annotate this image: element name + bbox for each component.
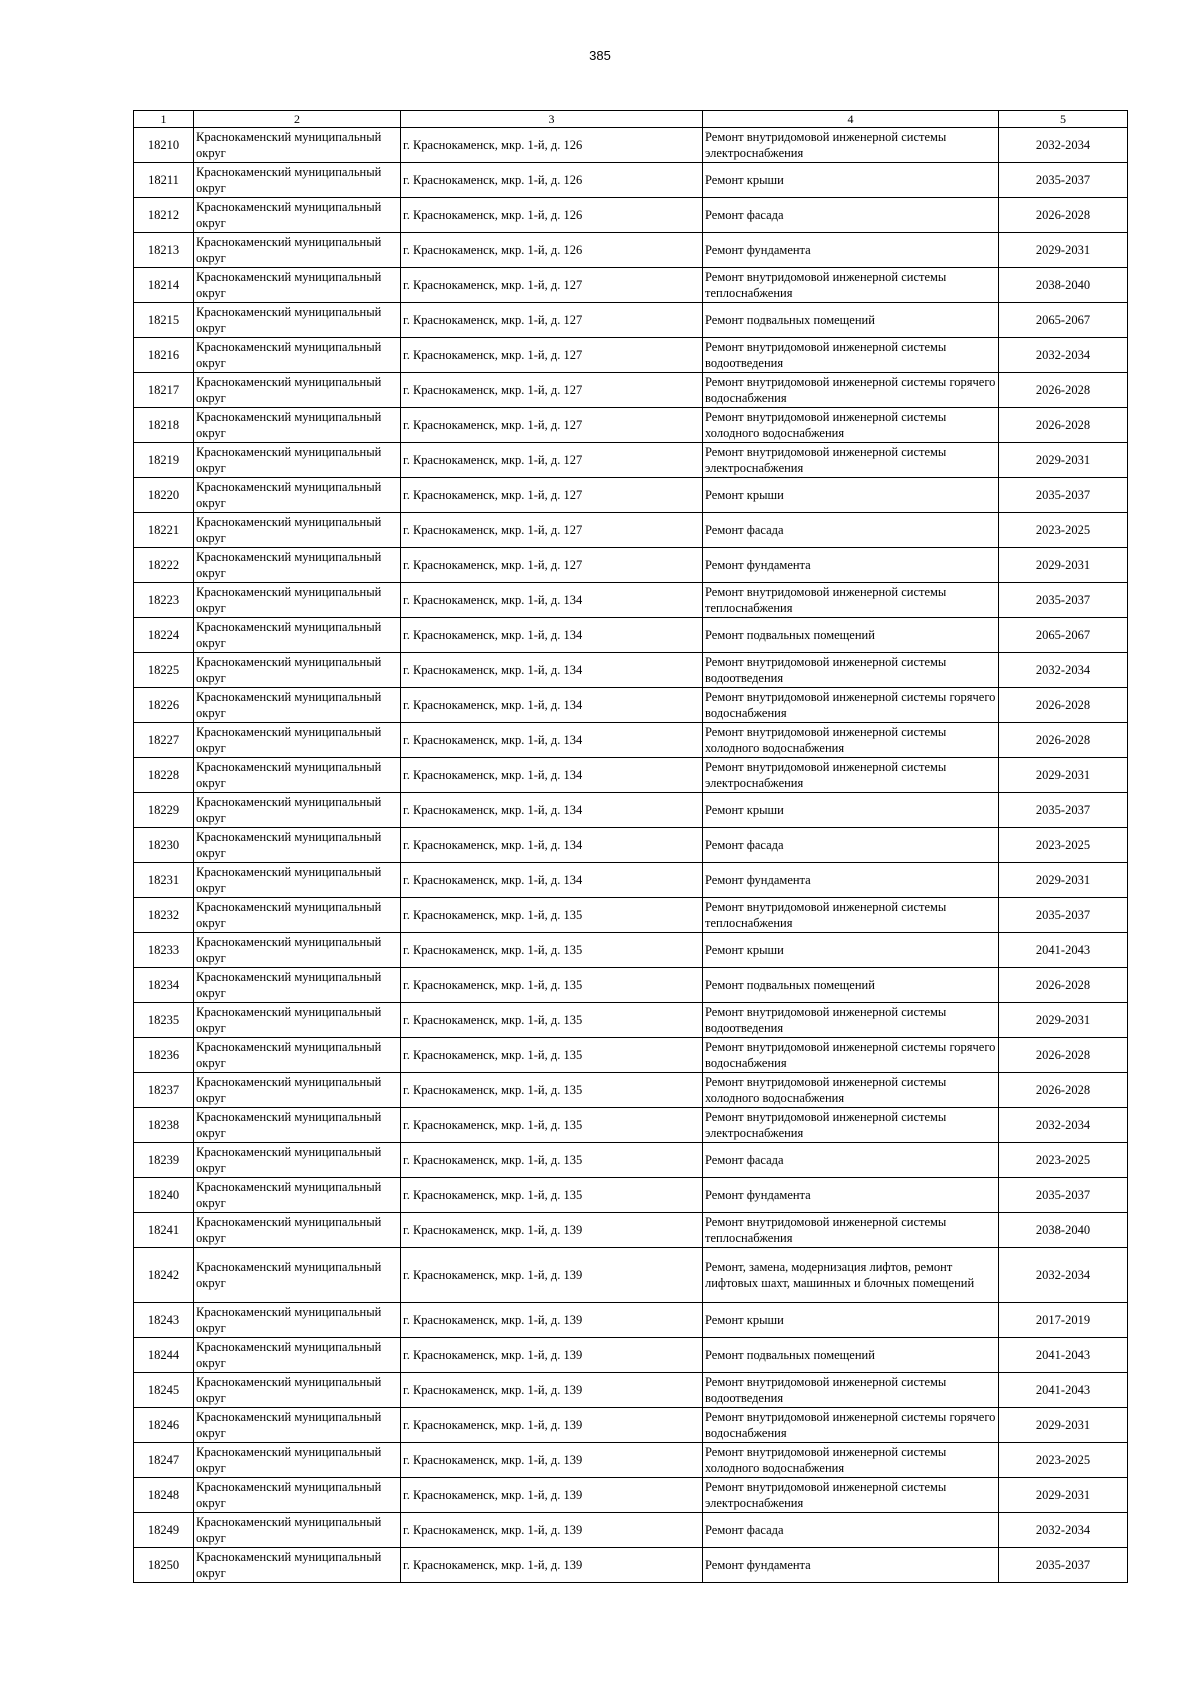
years-cell: 2026-2028 — [999, 198, 1128, 233]
row-number-cell: 18236 — [134, 1038, 194, 1073]
address-cell: г. Краснокаменск, мкр. 1-й, д. 127 — [401, 303, 703, 338]
work-type-cell: Ремонт фасада — [703, 513, 999, 548]
address-cell: г. Краснокаменск, мкр. 1-й, д. 135 — [401, 1073, 703, 1108]
row-number-cell: 18248 — [134, 1478, 194, 1513]
years-cell: 2041-2043 — [999, 1338, 1128, 1373]
row-number-cell: 18227 — [134, 723, 194, 758]
address-cell: г. Краснокаменск, мкр. 1-й, д. 135 — [401, 1143, 703, 1178]
work-type-cell: Ремонт крыши — [703, 1303, 999, 1338]
table-row — [134, 1108, 1128, 1143]
table-row — [134, 198, 1128, 233]
years-cell: 2026-2028 — [999, 373, 1128, 408]
table-row — [134, 1478, 1128, 1513]
years-cell: 2035-2037 — [999, 583, 1128, 618]
municipality-cell: Краснокаменский муниципальный округ — [194, 1213, 401, 1248]
work-type-cell: Ремонт внутридомовой инженерной системы электроснабжения — [703, 1108, 999, 1143]
years-cell: 2038-2040 — [999, 268, 1128, 303]
table-row — [134, 968, 1128, 1003]
table-row — [134, 128, 1128, 163]
work-type-cell: Ремонт внутридомовой инженерной системы водоотведения — [703, 1003, 999, 1038]
row-number-cell: 18228 — [134, 758, 194, 793]
work-type-cell: Ремонт крыши — [703, 478, 999, 513]
work-type-cell: Ремонт внутридомовой инженерной системы холодного водоснабжения — [703, 1073, 999, 1108]
years-cell: 2026-2028 — [999, 408, 1128, 443]
row-number-cell: 18237 — [134, 1073, 194, 1108]
years-cell: 2017-2019 — [999, 1303, 1128, 1338]
address-cell: г. Краснокаменск, мкр. 1-й, д. 134 — [401, 618, 703, 653]
column-header-5: 5 — [999, 111, 1128, 128]
address-cell: г. Краснокаменск, мкр. 1-й, д. 127 — [401, 338, 703, 373]
row-number-cell: 18242 — [134, 1248, 194, 1303]
years-cell: 2035-2037 — [999, 478, 1128, 513]
work-type-cell: Ремонт крыши — [703, 163, 999, 198]
work-type-cell: Ремонт фундамента — [703, 863, 999, 898]
table-row — [134, 793, 1128, 828]
row-number-cell: 18221 — [134, 513, 194, 548]
years-cell: 2035-2037 — [999, 163, 1128, 198]
address-cell: г. Краснокаменск, мкр. 1-й, д. 134 — [401, 653, 703, 688]
municipality-cell: Краснокаменский муниципальный округ — [194, 1073, 401, 1108]
row-number-cell: 18223 — [134, 583, 194, 618]
municipality-cell: Краснокаменский муниципальный округ — [194, 128, 401, 163]
row-number-cell: 18230 — [134, 828, 194, 863]
municipality-cell: Краснокаменский муниципальный округ — [194, 1408, 401, 1443]
row-number-cell: 18215 — [134, 303, 194, 338]
municipality-cell: Краснокаменский муниципальный округ — [194, 583, 401, 618]
municipality-cell: Краснокаменский муниципальный округ — [194, 793, 401, 828]
municipality-cell: Краснокаменский муниципальный округ — [194, 828, 401, 863]
address-cell: г. Краснокаменск, мкр. 1-й, д. 139 — [401, 1213, 703, 1248]
table-row — [134, 618, 1128, 653]
work-type-cell: Ремонт крыши — [703, 933, 999, 968]
municipality-cell: Краснокаменский муниципальный округ — [194, 968, 401, 1003]
municipality-cell: Краснокаменский муниципальный округ — [194, 1548, 401, 1583]
header-row — [134, 111, 1128, 128]
address-cell: г. Краснокаменск, мкр. 1-й, д. 135 — [401, 898, 703, 933]
table-row — [134, 1038, 1128, 1073]
row-number-cell: 18226 — [134, 688, 194, 723]
years-cell: 2065-2067 — [999, 303, 1128, 338]
years-cell: 2026-2028 — [999, 1038, 1128, 1073]
table-row — [134, 758, 1128, 793]
row-number-cell: 18216 — [134, 338, 194, 373]
row-number-cell: 18214 — [134, 268, 194, 303]
municipality-cell: Краснокаменский муниципальный округ — [194, 688, 401, 723]
address-cell: г. Краснокаменск, мкр. 1-й, д. 127 — [401, 408, 703, 443]
municipality-cell: Краснокаменский муниципальный округ — [194, 198, 401, 233]
municipality-cell: Краснокаменский муниципальный округ — [194, 1303, 401, 1338]
municipality-cell: Краснокаменский муниципальный округ — [194, 1443, 401, 1478]
table-row — [134, 828, 1128, 863]
years-cell: 2032-2034 — [999, 653, 1128, 688]
municipality-cell: Краснокаменский муниципальный округ — [194, 163, 401, 198]
address-cell: г. Краснокаменск, мкр. 1-й, д. 126 — [401, 233, 703, 268]
years-cell: 2026-2028 — [999, 688, 1128, 723]
table-row — [134, 1248, 1128, 1303]
table-row — [134, 1178, 1128, 1213]
municipality-cell: Краснокаменский муниципальный округ — [194, 268, 401, 303]
table-row — [134, 863, 1128, 898]
years-cell: 2032-2034 — [999, 1108, 1128, 1143]
work-type-cell: Ремонт фундамента — [703, 548, 999, 583]
address-cell: г. Краснокаменск, мкр. 1-й, д. 135 — [401, 933, 703, 968]
row-number-cell: 18222 — [134, 548, 194, 583]
years-cell: 2065-2067 — [999, 618, 1128, 653]
address-cell: г. Краснокаменск, мкр. 1-й, д. 135 — [401, 1108, 703, 1143]
table-row — [134, 443, 1128, 478]
years-cell: 2029-2031 — [999, 233, 1128, 268]
years-cell: 2041-2043 — [999, 1373, 1128, 1408]
work-type-cell: Ремонт внутридомовой инженерной системы электроснабжения — [703, 1478, 999, 1513]
years-cell: 2035-2037 — [999, 1548, 1128, 1583]
municipality-cell: Краснокаменский муниципальный округ — [194, 408, 401, 443]
work-type-cell: Ремонт внутридомовой инженерной системы горячего водоснабжения — [703, 1408, 999, 1443]
municipality-cell: Краснокаменский муниципальный округ — [194, 1003, 401, 1038]
address-cell: г. Краснокаменск, мкр. 1-й, д. 127 — [401, 268, 703, 303]
table-row — [134, 303, 1128, 338]
table-row — [134, 898, 1128, 933]
table-row — [134, 723, 1128, 758]
row-number-cell: 18250 — [134, 1548, 194, 1583]
table-row — [134, 933, 1128, 968]
address-cell: г. Краснокаменск, мкр. 1-й, д. 139 — [401, 1338, 703, 1373]
years-cell: 2035-2037 — [999, 1178, 1128, 1213]
work-type-cell: Ремонт внутридомовой инженерной системы холодного водоснабжения — [703, 723, 999, 758]
years-cell: 2029-2031 — [999, 863, 1128, 898]
table-row — [134, 373, 1128, 408]
years-cell: 2023-2025 — [999, 1143, 1128, 1178]
work-type-cell: Ремонт фасада — [703, 1143, 999, 1178]
work-type-cell: Ремонт крыши — [703, 793, 999, 828]
row-number-cell: 18235 — [134, 1003, 194, 1038]
table-row — [134, 268, 1128, 303]
municipality-cell: Краснокаменский муниципальный округ — [194, 863, 401, 898]
years-cell: 2023-2025 — [999, 513, 1128, 548]
row-number-cell: 18239 — [134, 1143, 194, 1178]
table-row — [134, 583, 1128, 618]
municipality-cell: Краснокаменский муниципальный округ — [194, 1248, 401, 1303]
address-cell: г. Краснокаменск, мкр. 1-й, д. 134 — [401, 793, 703, 828]
work-type-cell: Ремонт внутридомовой инженерной системы горячего водоснабжения — [703, 688, 999, 723]
years-cell: 2029-2031 — [999, 443, 1128, 478]
work-type-cell: Ремонт внутридомовой инженерной системы теплоснабжения — [703, 898, 999, 933]
table-row — [134, 653, 1128, 688]
table-row — [134, 1303, 1128, 1338]
address-cell: г. Краснокаменск, мкр. 1-й, д. 134 — [401, 758, 703, 793]
years-cell: 2026-2028 — [999, 723, 1128, 758]
address-cell: г. Краснокаменск, мкр. 1-й, д. 127 — [401, 548, 703, 583]
work-type-cell: Ремонт фундамента — [703, 233, 999, 268]
municipality-cell: Краснокаменский муниципальный округ — [194, 933, 401, 968]
row-number-cell: 18212 — [134, 198, 194, 233]
municipality-cell: Краснокаменский муниципальный округ — [194, 233, 401, 268]
address-cell: г. Краснокаменск, мкр. 1-й, д. 134 — [401, 828, 703, 863]
table-body — [134, 128, 1128, 1583]
work-type-cell: Ремонт внутридомовой инженерной системы холодного водоснабжения — [703, 1443, 999, 1478]
years-cell: 2029-2031 — [999, 758, 1128, 793]
page-number: 385 — [589, 48, 611, 63]
years-cell: 2032-2034 — [999, 1248, 1128, 1303]
work-type-cell: Ремонт подвальных помещений — [703, 1338, 999, 1373]
row-number-cell: 18218 — [134, 408, 194, 443]
work-type-cell: Ремонт внутридомовой инженерной системы электроснабжения — [703, 758, 999, 793]
address-cell: г. Краснокаменск, мкр. 1-й, д. 127 — [401, 373, 703, 408]
years-cell: 2032-2034 — [999, 128, 1128, 163]
years-cell: 2035-2037 — [999, 793, 1128, 828]
row-number-cell: 18240 — [134, 1178, 194, 1213]
work-type-cell: Ремонт подвальных помещений — [703, 618, 999, 653]
address-cell: г. Краснокаменск, мкр. 1-й, д. 126 — [401, 163, 703, 198]
work-type-cell: Ремонт внутридомовой инженерной системы водоотведения — [703, 653, 999, 688]
municipality-cell: Краснокаменский муниципальный округ — [194, 723, 401, 758]
work-type-cell: Ремонт внутридомовой инженерной системы горячего водоснабжения — [703, 1038, 999, 1073]
address-cell: г. Краснокаменск, мкр. 1-й, д. 139 — [401, 1248, 703, 1303]
municipality-cell: Краснокаменский муниципальный округ — [194, 303, 401, 338]
address-cell: г. Краснокаменск, мкр. 1-й, д. 127 — [401, 478, 703, 513]
municipality-cell: Краснокаменский муниципальный округ — [194, 618, 401, 653]
work-type-cell: Ремонт подвальных помещений — [703, 303, 999, 338]
row-number-cell: 18241 — [134, 1213, 194, 1248]
address-cell: г. Краснокаменск, мкр. 1-й, д. 139 — [401, 1513, 703, 1548]
row-number-cell: 18246 — [134, 1408, 194, 1443]
row-number-cell: 18234 — [134, 968, 194, 1003]
table-row — [134, 1408, 1128, 1443]
column-header-2: 2 — [194, 111, 401, 128]
table-row — [134, 1338, 1128, 1373]
work-type-cell: Ремонт внутридомовой инженерной системы теплоснабжения — [703, 583, 999, 618]
address-cell: г. Краснокаменск, мкр. 1-й, д. 135 — [401, 1178, 703, 1213]
municipality-cell: Краснокаменский муниципальный округ — [194, 1038, 401, 1073]
row-number-cell: 18238 — [134, 1108, 194, 1143]
table-row — [134, 338, 1128, 373]
column-header-3: 3 — [401, 111, 703, 128]
work-type-cell: Ремонт внутридомовой инженерной системы электроснабжения — [703, 443, 999, 478]
address-cell: г. Краснокаменск, мкр. 1-й, д. 135 — [401, 968, 703, 1003]
years-cell: 2035-2037 — [999, 898, 1128, 933]
work-type-cell: Ремонт фасада — [703, 1513, 999, 1548]
row-number-cell: 18217 — [134, 373, 194, 408]
row-number-cell: 18220 — [134, 478, 194, 513]
years-cell: 2029-2031 — [999, 1003, 1128, 1038]
row-number-cell: 18213 — [134, 233, 194, 268]
address-cell: г. Краснокаменск, мкр. 1-й, д. 134 — [401, 583, 703, 618]
work-type-cell: Ремонт подвальных помещений — [703, 968, 999, 1003]
municipality-cell: Краснокаменский муниципальный округ — [194, 898, 401, 933]
municipality-cell: Краснокаменский муниципальный округ — [194, 1108, 401, 1143]
repair-schedule-table — [133, 110, 1128, 1583]
address-cell: г. Краснокаменск, мкр. 1-й, д. 139 — [401, 1408, 703, 1443]
years-cell: 2026-2028 — [999, 968, 1128, 1003]
municipality-cell: Краснокаменский муниципальный округ — [194, 443, 401, 478]
municipality-cell: Краснокаменский муниципальный округ — [194, 653, 401, 688]
row-number-cell: 18219 — [134, 443, 194, 478]
row-number-cell: 18243 — [134, 1303, 194, 1338]
table-row — [134, 233, 1128, 268]
work-type-cell: Ремонт внутридомовой инженерной системы теплоснабжения — [703, 1213, 999, 1248]
years-cell: 2032-2034 — [999, 338, 1128, 373]
work-type-cell: Ремонт внутридомовой инженерной системы горячего водоснабжения — [703, 373, 999, 408]
row-number-cell: 18249 — [134, 1513, 194, 1548]
municipality-cell: Краснокаменский муниципальный округ — [194, 338, 401, 373]
table-row — [134, 163, 1128, 198]
table-row — [134, 548, 1128, 583]
row-number-cell: 18244 — [134, 1338, 194, 1373]
work-type-cell: Ремонт, замена, модернизация лифтов, ремонт лифтовых шахт, машинных и блочных помещений — [703, 1248, 999, 1303]
work-type-cell: Ремонт фундамента — [703, 1548, 999, 1583]
table-row — [134, 688, 1128, 723]
work-type-cell: Ремонт внутридомовой инженерной системы электроснабжения — [703, 128, 999, 163]
work-type-cell: Ремонт фасада — [703, 828, 999, 863]
years-cell: 2026-2028 — [999, 1073, 1128, 1108]
row-number-cell: 18247 — [134, 1443, 194, 1478]
table-row — [134, 1213, 1128, 1248]
address-cell: г. Краснокаменск, мкр. 1-й, д. 135 — [401, 1003, 703, 1038]
address-cell: г. Краснокаменск, мкр. 1-й, д. 139 — [401, 1443, 703, 1478]
row-number-cell: 18224 — [134, 618, 194, 653]
table-row — [134, 1443, 1128, 1478]
address-cell: г. Краснокаменск, мкр. 1-й, д. 139 — [401, 1303, 703, 1338]
address-cell: г. Краснокаменск, мкр. 1-й, д. 135 — [401, 1038, 703, 1073]
table-row — [134, 1373, 1128, 1408]
address-cell: г. Краснокаменск, мкр. 1-й, д. 126 — [401, 198, 703, 233]
municipality-cell: Краснокаменский муниципальный округ — [194, 1338, 401, 1373]
municipality-cell: Краснокаменский муниципальный округ — [194, 478, 401, 513]
column-header-4: 4 — [703, 111, 999, 128]
row-number-cell: 18232 — [134, 898, 194, 933]
municipality-cell: Краснокаменский муниципальный округ — [194, 758, 401, 793]
address-cell: г. Краснокаменск, мкр. 1-й, д. 127 — [401, 443, 703, 478]
work-type-cell: Ремонт фундамента — [703, 1178, 999, 1213]
row-number-cell: 18229 — [134, 793, 194, 828]
address-cell: г. Краснокаменск, мкр. 1-й, д. 127 — [401, 513, 703, 548]
table-header — [134, 111, 1128, 128]
table-row — [134, 1073, 1128, 1108]
municipality-cell: Краснокаменский муниципальный округ — [194, 1478, 401, 1513]
table-row — [134, 513, 1128, 548]
municipality-cell: Краснокаменский муниципальный округ — [194, 1513, 401, 1548]
years-cell: 2041-2043 — [999, 933, 1128, 968]
address-cell: г. Краснокаменск, мкр. 1-й, д. 134 — [401, 688, 703, 723]
municipality-cell: Краснокаменский муниципальный округ — [194, 513, 401, 548]
row-number-cell: 18210 — [134, 128, 194, 163]
work-type-cell: Ремонт фасада — [703, 198, 999, 233]
municipality-cell: Краснокаменский муниципальный округ — [194, 1143, 401, 1178]
table-row — [134, 1143, 1128, 1178]
years-cell: 2032-2034 — [999, 1513, 1128, 1548]
table-row — [134, 1548, 1128, 1583]
row-number-cell: 18231 — [134, 863, 194, 898]
table-row — [134, 1003, 1128, 1038]
address-cell: г. Краснокаменск, мкр. 1-й, д. 139 — [401, 1548, 703, 1583]
address-cell: г. Краснокаменск, мкр. 1-й, д. 134 — [401, 863, 703, 898]
municipality-cell: Краснокаменский муниципальный округ — [194, 1373, 401, 1408]
address-cell: г. Краснокаменск, мкр. 1-й, д. 134 — [401, 723, 703, 758]
table-row — [134, 1513, 1128, 1548]
table-row — [134, 408, 1128, 443]
address-cell: г. Краснокаменск, мкр. 1-й, д. 139 — [401, 1373, 703, 1408]
row-number-cell: 18211 — [134, 163, 194, 198]
years-cell: 2029-2031 — [999, 1478, 1128, 1513]
years-cell: 2038-2040 — [999, 1213, 1128, 1248]
work-type-cell: Ремонт внутридомовой инженерной системы водоотведения — [703, 1373, 999, 1408]
municipality-cell: Краснокаменский муниципальный округ — [194, 1178, 401, 1213]
years-cell: 2023-2025 — [999, 828, 1128, 863]
address-cell: г. Краснокаменск, мкр. 1-й, д. 126 — [401, 128, 703, 163]
column-header-1: 1 — [134, 111, 194, 128]
row-number-cell: 18225 — [134, 653, 194, 688]
municipality-cell: Краснокаменский муниципальный округ — [194, 373, 401, 408]
address-cell: г. Краснокаменск, мкр. 1-й, д. 139 — [401, 1478, 703, 1513]
municipality-cell: Краснокаменский муниципальный округ — [194, 548, 401, 583]
table-row — [134, 478, 1128, 513]
years-cell: 2023-2025 — [999, 1443, 1128, 1478]
work-type-cell: Ремонт внутридомовой инженерной системы холодного водоснабжения — [703, 408, 999, 443]
work-type-cell: Ремонт внутридомовой инженерной системы водоотведения — [703, 338, 999, 373]
row-number-cell: 18245 — [134, 1373, 194, 1408]
row-number-cell: 18233 — [134, 933, 194, 968]
years-cell: 2029-2031 — [999, 548, 1128, 583]
work-type-cell: Ремонт внутридомовой инженерной системы теплоснабжения — [703, 268, 999, 303]
years-cell: 2029-2031 — [999, 1408, 1128, 1443]
